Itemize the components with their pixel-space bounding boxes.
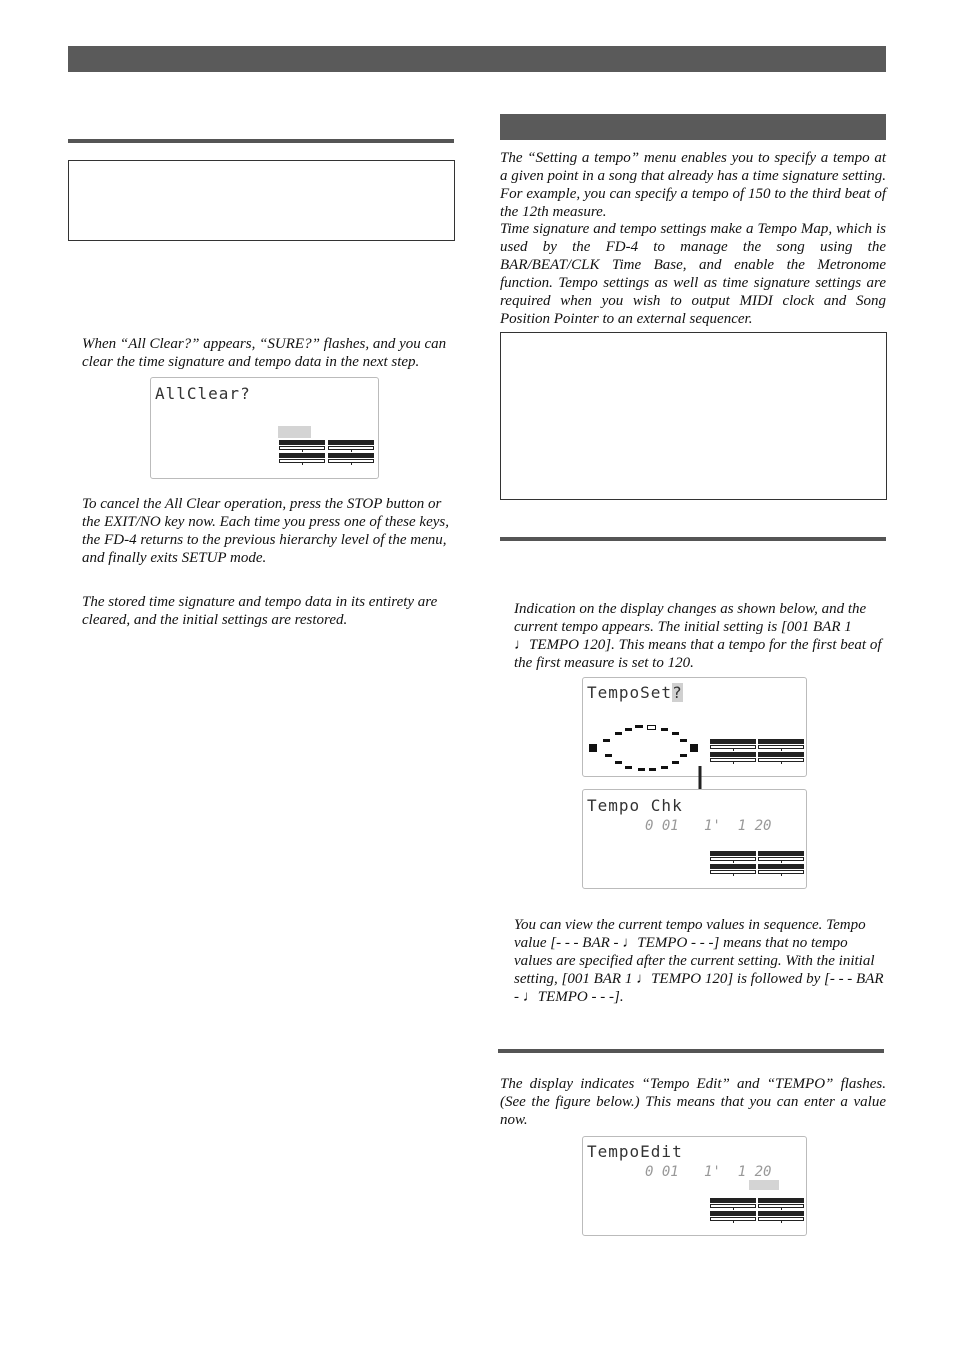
level-meter — [710, 1198, 756, 1209]
flash-indicator — [749, 1180, 779, 1190]
paragraph-tempo-edit: The display indicates “Tempo Edit” and “TEMPO” flashes. (See the figure below.) This means that you can enter a value now. — [500, 1076, 886, 1128]
lcd-tempo-set — [582, 677, 807, 777]
level-meter — [758, 752, 804, 763]
section-rule — [68, 139, 454, 143]
paragraph-indication: Indication on the display changes as shown below, and the current tempo appears. The initial setting is [001 BAR 1 ♩TEMPO 120]. This means that a tempo for the first beat of the first measure is set to 120. — [514, 601, 882, 671]
lcd-text: TempoSet? — [587, 683, 683, 702]
section-heading-bar — [500, 114, 886, 140]
level-meter — [758, 739, 804, 750]
level-meter — [710, 1211, 756, 1222]
level-meter — [328, 440, 374, 451]
tempo-values: 0 01 1' 1 20 — [645, 1164, 772, 1180]
level-meter — [758, 1211, 804, 1222]
level-meter — [758, 851, 804, 862]
paragraph-cancel: To cancel the All Clear operation, press the STOP button or the EXIT/NO key now. Each time you press one of these keys, the FD-4 returns to the previous hierarchy level of the menu, and finally exits SETUP mode. — [82, 496, 449, 566]
level-meter — [710, 739, 756, 750]
page-header-bar — [68, 46, 886, 72]
flash-indicator — [278, 426, 311, 438]
paragraph-cleared: The stored time signature and tempo data in its entirety are cleared, and the initial settings are restored. — [82, 594, 438, 628]
level-meter — [710, 864, 756, 875]
section-rule — [498, 1049, 884, 1053]
level-meter — [328, 453, 374, 464]
note-box — [68, 160, 455, 241]
level-meter — [710, 851, 756, 862]
level-meter — [758, 1198, 804, 1209]
lcd-text: TempoEdit — [587, 1142, 683, 1161]
flash-indicator: ? — [672, 683, 683, 702]
level-meter — [710, 752, 756, 763]
paragraph-tempo-map: Time signature and tempo settings make a Tempo Map, which is used by the FD-4 to manage the song using the BAR/BEAT/CLK Time Base, and enable the Metronome function. Tempo settings as well as time signature settings are required when you wish to output MIDI clock and Song Position Pointer to an external sequencer. — [500, 221, 886, 327]
section-rule — [500, 537, 886, 541]
paragraph-setting-tempo: The “Setting a tempo” menu enables you to specify a tempo at a given point in a song that already has a time signature setting. For example, you can specify a tempo of 150 to the third beat of the 12th measure. — [500, 150, 886, 220]
note-box — [500, 332, 887, 500]
level-meter — [279, 453, 325, 464]
lcd-text: AllClear? — [155, 384, 251, 403]
paragraph-view-values: You can view the current tempo values in sequence. Tempo value [- - - BAR - ♩TEMPO - - -] means that no tempo values are specified after the current setting. With the initial setting, [001 BAR 1 ♩TEMPO 120] is followed by [- - - BAR - ♩TEMPO - - -]. — [514, 917, 884, 1005]
lcd-all-clear — [150, 377, 379, 479]
level-meter — [279, 440, 325, 451]
lcd-tempo-chk — [582, 789, 807, 889]
lcd-tempo-edit — [582, 1136, 807, 1236]
level-meter — [758, 864, 804, 875]
lcd-text: Tempo Chk — [587, 796, 683, 815]
paragraph-all-clear: When “All Clear?” appears, “SURE?” flashes, and you can clear the time signature and tempo data in the next step. — [82, 336, 447, 370]
tempo-values: 0 01 1' 1 20 — [645, 818, 772, 834]
